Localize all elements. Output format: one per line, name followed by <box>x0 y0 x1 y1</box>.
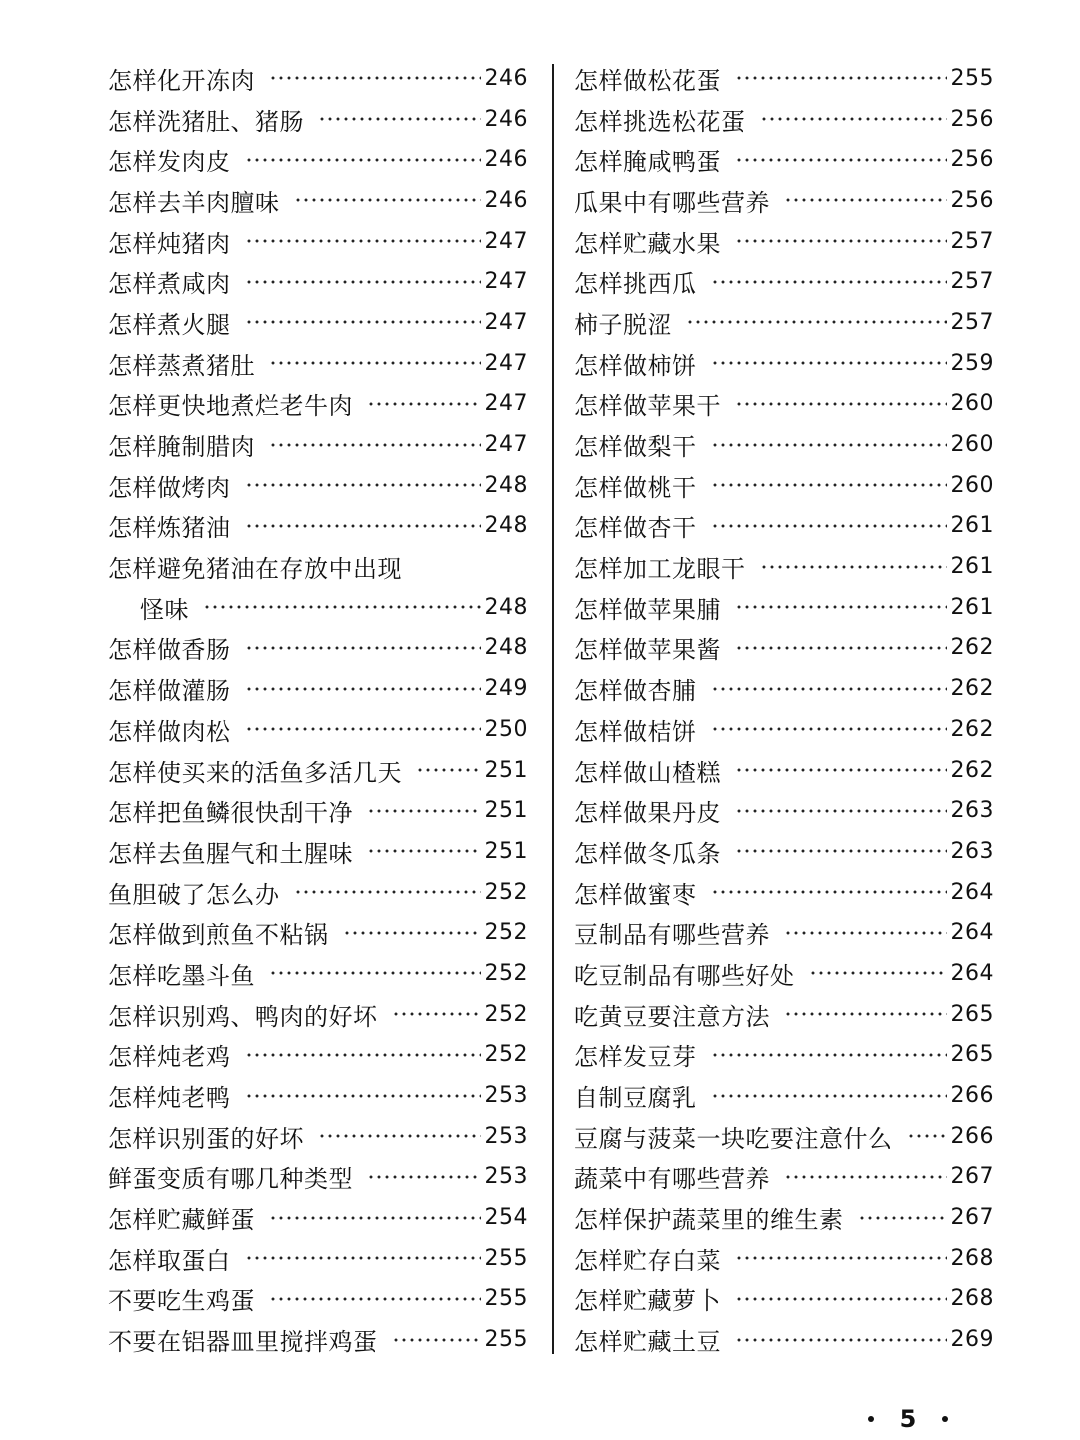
toc-entry-wrapped-line1 <box>108 546 528 587</box>
entry-page: 248 <box>484 472 528 498</box>
entry-title: 怎样发肉皮 <box>108 148 231 177</box>
entry-title: 怎样做桔饼 <box>574 717 697 746</box>
dot-leader <box>245 645 481 651</box>
dot-leader <box>343 930 481 936</box>
entry-page: 257 <box>950 228 994 254</box>
dot-leader <box>269 970 481 976</box>
entry-title: 怎样使买来的活鱼多活几天 <box>108 758 402 787</box>
dot-leader <box>367 808 481 814</box>
entry-page: 252 <box>484 1001 528 1027</box>
entry-title: 鲜蛋变质有哪几种类型 <box>108 1165 353 1194</box>
toc-entry <box>574 424 994 465</box>
entry-title: 怎样做灌肠 <box>108 677 231 706</box>
dot-leader <box>318 1133 481 1139</box>
entry-title: 怎样做到煎鱼不粘锅 <box>108 921 329 950</box>
toc-entry <box>108 668 528 709</box>
entry-page: 260 <box>950 472 994 498</box>
entry-page: 254 <box>484 1205 528 1231</box>
dot-leader <box>245 686 481 692</box>
toc-entry <box>108 831 528 872</box>
entry-title: 怎样做杏干 <box>574 514 697 543</box>
entry-title: 怎样煮火腿 <box>108 310 231 339</box>
entry-title: 怎样做果丹皮 <box>574 799 721 828</box>
entry-title: 怎样去羊肉膻味 <box>108 188 280 217</box>
entry-page: 247 <box>484 391 528 417</box>
entry-page: 252 <box>484 960 528 986</box>
dot-leader <box>907 1133 947 1139</box>
entry-title: 怎样炖老鸡 <box>108 1043 231 1072</box>
entry-title: 怎样做苹果酱 <box>574 636 721 665</box>
entry-page: 255 <box>484 1327 528 1353</box>
toc-entry <box>574 872 994 913</box>
entry-page: 256 <box>950 147 994 173</box>
toc-entry <box>108 628 528 669</box>
entry-title: 怎样腌咸鸭蛋 <box>574 148 721 177</box>
entry-page: 246 <box>484 147 528 173</box>
dot-leader <box>858 1215 947 1221</box>
toc-entry <box>108 750 528 791</box>
entry-page: 253 <box>484 1164 528 1190</box>
toc-entry <box>574 465 994 506</box>
dot-leader <box>784 1174 947 1180</box>
entry-title: 怎样做桃干 <box>574 473 697 502</box>
dot-leader <box>686 319 947 325</box>
dot-leader <box>711 360 947 366</box>
entry-page: 247 <box>484 432 528 458</box>
dot-leader <box>269 1215 481 1221</box>
entry-title: 怎样炼猪油 <box>108 514 231 543</box>
entry-page: 248 <box>484 635 528 661</box>
toc-entry <box>574 1157 994 1198</box>
toc-entry <box>108 1116 528 1157</box>
dot-leader <box>245 726 481 732</box>
entry-page: 247 <box>484 269 528 295</box>
entry-title: 怎样避免猪油在存放中出现 <box>108 555 402 584</box>
entry-page: 262 <box>950 757 994 783</box>
entry-page: 251 <box>484 798 528 824</box>
entry-page: 262 <box>950 716 994 742</box>
entry-page: 260 <box>950 391 994 417</box>
toc-entry <box>108 912 528 953</box>
dot-leader <box>416 767 481 773</box>
entry-page: 255 <box>950 65 994 91</box>
dot-leader <box>294 197 481 203</box>
toc-entry <box>574 99 994 140</box>
dot-leader <box>711 726 947 732</box>
entry-page: 257 <box>950 309 994 335</box>
toc-entry <box>574 1035 994 1076</box>
dot-leader <box>784 197 947 203</box>
entry-page: 251 <box>484 757 528 783</box>
dot-leader <box>735 808 947 814</box>
entry-title: 怎样识别鸡、鸭肉的好坏 <box>108 1002 378 1031</box>
toc-entry <box>574 1238 994 1279</box>
entry-page: 255 <box>484 1286 528 1312</box>
dot-leader <box>269 442 481 448</box>
toc-entry <box>574 1116 994 1157</box>
toc-entry <box>574 912 994 953</box>
entry-title: 怎样贮藏鲜蛋 <box>108 1206 255 1235</box>
dot-leader <box>269 1296 481 1302</box>
toc-entry <box>574 1197 994 1238</box>
dot-leader <box>735 604 947 610</box>
entry-page: 263 <box>950 838 994 864</box>
dot-leader <box>245 1052 481 1058</box>
toc-entry <box>108 343 528 384</box>
dot-leader <box>735 157 947 163</box>
entry-page: 266 <box>950 1083 994 1109</box>
dot-leader <box>392 1337 481 1343</box>
entry-title: 怎样做杏脯 <box>574 677 697 706</box>
toc-entry <box>108 1035 528 1076</box>
entry-title: 怎样贮藏土豆 <box>574 1328 721 1357</box>
entry-title: 不要在铝器皿里搅拌鸡蛋 <box>108 1328 378 1357</box>
toc-entry-wrapped-line2 <box>108 587 528 628</box>
entry-page: 247 <box>484 309 528 335</box>
toc-entry <box>574 343 994 384</box>
toc-entry <box>108 139 528 180</box>
toc-entry <box>574 506 994 547</box>
entry-title: 吃黄豆要注意方法 <box>574 1002 770 1031</box>
entry-title: 不要吃生鸡蛋 <box>108 1287 255 1316</box>
entry-page: 248 <box>484 594 528 620</box>
toc-entry <box>108 1279 528 1320</box>
entry-page: 264 <box>950 960 994 986</box>
toc-entry <box>574 994 994 1035</box>
entry-page: 269 <box>950 1327 994 1353</box>
entry-title: 怎样做肉松 <box>108 717 231 746</box>
entry-page: 255 <box>484 1245 528 1271</box>
toc-entry <box>108 1319 528 1360</box>
entry-title: 怎样煮咸肉 <box>108 270 231 299</box>
toc-entry <box>108 58 528 99</box>
toc-entry <box>574 709 994 750</box>
entry-title: 怎样挑西瓜 <box>574 270 697 299</box>
toc-entry <box>108 994 528 1035</box>
toc-entry <box>108 1075 528 1116</box>
entry-title: 怎样做冬瓜条 <box>574 839 721 868</box>
entry-title: 怎样加工龙眼干 <box>574 555 746 584</box>
toc-entry <box>108 1197 528 1238</box>
dot-leader <box>245 1255 481 1261</box>
entry-title: 怎样做蜜枣 <box>574 880 697 909</box>
dot-leader <box>269 75 481 81</box>
dot-leader <box>784 930 947 936</box>
dot-leader <box>245 238 481 244</box>
entry-page: 246 <box>484 187 528 213</box>
column-divider <box>552 64 554 1354</box>
dot-leader <box>809 970 947 976</box>
dot-leader <box>711 1093 947 1099</box>
entry-title: 怎样腌制腊肉 <box>108 433 255 462</box>
toc-entry <box>108 302 528 343</box>
entry-title: 怎样做烤肉 <box>108 473 231 502</box>
dot-leader <box>735 238 947 244</box>
entry-title: 怎样做柿饼 <box>574 351 697 380</box>
entry-page: 256 <box>950 187 994 213</box>
entry-title: 怎样吃墨斗鱼 <box>108 961 255 990</box>
dot-leader <box>367 1174 481 1180</box>
dot-leader <box>245 523 481 529</box>
toc-column-left <box>108 58 528 1360</box>
toc-entry <box>574 1319 994 1360</box>
dot-leader <box>711 686 947 692</box>
toc-entry <box>108 465 528 506</box>
dot-leader <box>735 645 947 651</box>
dot-leader <box>245 482 481 488</box>
entry-title: 怎样蒸煮猪肚 <box>108 351 255 380</box>
dot-leader <box>318 116 481 122</box>
entry-page: 256 <box>950 106 994 132</box>
toc-entry <box>574 180 994 221</box>
dot-leader <box>245 319 481 325</box>
toc-entry <box>574 750 994 791</box>
entry-title: 怎样化开冻肉 <box>108 66 255 95</box>
dot-leader <box>711 1052 947 1058</box>
dot-leader <box>760 116 947 122</box>
entry-title: 怎样洗猪肚、猪肠 <box>108 107 304 136</box>
entry-page: 261 <box>950 513 994 539</box>
toc-entry <box>574 1279 994 1320</box>
dot-leader <box>711 442 947 448</box>
entry-page: 247 <box>484 350 528 376</box>
toc-entry <box>108 1238 528 1279</box>
toc-entry <box>108 953 528 994</box>
entry-title-continued: 怪味 <box>140 595 189 624</box>
entry-title: 怎样取蛋白 <box>108 1246 231 1275</box>
dot-leader <box>711 889 947 895</box>
dot-leader <box>735 75 947 81</box>
toc-entry <box>574 1075 994 1116</box>
entry-page: 248 <box>484 513 528 539</box>
toc-entry <box>108 99 528 140</box>
entry-page: 262 <box>950 676 994 702</box>
toc-entry <box>108 261 528 302</box>
toc-entry <box>108 384 528 425</box>
toc-entry <box>108 180 528 221</box>
dot-leader <box>294 889 481 895</box>
entry-page: 261 <box>950 554 994 580</box>
entry-page: 249 <box>484 676 528 702</box>
bullet-dot <box>868 1416 874 1422</box>
dot-leader <box>735 401 947 407</box>
toc-entry <box>108 221 528 262</box>
toc-entry <box>574 58 994 99</box>
dot-leader <box>392 1011 481 1017</box>
dot-leader <box>735 1255 947 1261</box>
entry-title: 怎样更快地煮烂老牛肉 <box>108 392 353 421</box>
dot-leader <box>735 848 947 854</box>
page-number <box>868 1404 948 1434</box>
entry-page: 253 <box>484 1083 528 1109</box>
toc-entry <box>574 302 994 343</box>
entry-page: 264 <box>950 920 994 946</box>
entry-title: 豆制品有哪些营养 <box>574 921 770 950</box>
entry-page: 250 <box>484 716 528 742</box>
entry-title: 蔬菜中有哪些营养 <box>574 1165 770 1194</box>
toc-entry <box>574 628 994 669</box>
dot-leader <box>784 1011 947 1017</box>
bullet-dot <box>942 1416 948 1422</box>
entry-page: 264 <box>950 879 994 905</box>
entry-title: 怎样识别蛋的好坏 <box>108 1124 304 1153</box>
dot-leader <box>735 767 947 773</box>
dot-leader <box>245 279 481 285</box>
entry-title: 瓜果中有哪些营养 <box>574 188 770 217</box>
entry-title: 怎样保护蔬菜里的维生素 <box>574 1206 844 1235</box>
entry-page: 253 <box>484 1123 528 1149</box>
entry-title: 怎样贮存白菜 <box>574 1246 721 1275</box>
entry-page: 266 <box>950 1123 994 1149</box>
entry-page: 246 <box>484 106 528 132</box>
toc-entry <box>574 221 994 262</box>
toc-entry <box>108 1157 528 1198</box>
toc-column-right <box>574 58 994 1360</box>
entry-title: 怎样做香肠 <box>108 636 231 665</box>
entry-title: 怎样做松花蛋 <box>574 66 721 95</box>
entry-page: 260 <box>950 432 994 458</box>
entry-page: 267 <box>950 1164 994 1190</box>
entry-page: 252 <box>484 879 528 905</box>
entry-page: 262 <box>950 635 994 661</box>
toc-entry <box>574 953 994 994</box>
toc-entry <box>574 790 994 831</box>
toc-entry <box>574 831 994 872</box>
dot-leader <box>367 401 481 407</box>
entry-title: 怎样做梨干 <box>574 433 697 462</box>
entry-page: 252 <box>484 920 528 946</box>
toc-entry <box>574 587 994 628</box>
entry-title: 怎样做苹果干 <box>574 392 721 421</box>
toc-entry <box>108 790 528 831</box>
dot-leader <box>245 157 481 163</box>
entry-page: 259 <box>950 350 994 376</box>
entry-title: 柿子脱涩 <box>574 310 672 339</box>
dot-leader <box>367 848 481 854</box>
dot-leader <box>735 1337 947 1343</box>
entry-title: 自制豆腐乳 <box>574 1084 697 1113</box>
entry-title: 吃豆制品有哪些好处 <box>574 961 795 990</box>
toc-entry <box>108 872 528 913</box>
toc-entry <box>574 546 994 587</box>
toc-entry <box>574 384 994 425</box>
entry-title: 怎样发豆芽 <box>574 1043 697 1072</box>
entry-page: 257 <box>950 269 994 295</box>
entry-title: 怎样去鱼腥气和土腥味 <box>108 839 353 868</box>
toc-entry <box>108 506 528 547</box>
dot-leader <box>760 564 947 570</box>
dot-leader <box>735 1296 947 1302</box>
toc-entry <box>108 709 528 750</box>
dot-leader <box>711 523 947 529</box>
toc-entry <box>574 668 994 709</box>
entry-title: 怎样做山楂糕 <box>574 758 721 787</box>
entry-page: 265 <box>950 1042 994 1068</box>
entry-title: 怎样贮藏水果 <box>574 229 721 258</box>
entry-title: 怎样炖老鸭 <box>108 1084 231 1113</box>
entry-title: 鱼胆破了怎么办 <box>108 880 280 909</box>
dot-leader <box>245 1093 481 1099</box>
entry-title: 怎样炖猪肉 <box>108 229 231 258</box>
entry-page: 268 <box>950 1245 994 1271</box>
entry-page: 268 <box>950 1286 994 1312</box>
page-number-value: 5 <box>899 1405 917 1433</box>
entry-title: 怎样做苹果脯 <box>574 595 721 624</box>
toc-entry <box>574 139 994 180</box>
entry-page: 267 <box>950 1205 994 1231</box>
entry-page: 263 <box>950 798 994 824</box>
dot-leader <box>711 482 947 488</box>
entry-page: 265 <box>950 1001 994 1027</box>
entry-page: 247 <box>484 228 528 254</box>
entry-page: 251 <box>484 838 528 864</box>
entry-page: 252 <box>484 1042 528 1068</box>
toc-entry <box>574 261 994 302</box>
dot-leader <box>711 279 947 285</box>
entry-page: 261 <box>950 594 994 620</box>
entry-page: 246 <box>484 65 528 91</box>
entry-title: 豆腐与菠菜一块吃要注意什么 <box>574 1124 893 1153</box>
entry-title: 怎样挑选松花蛋 <box>574 107 746 136</box>
entry-title: 怎样贮藏萝卜 <box>574 1287 721 1316</box>
entry-title: 怎样把鱼鳞很快刮干净 <box>108 799 353 828</box>
dot-leader <box>269 360 481 366</box>
dot-leader <box>203 604 481 610</box>
toc-entry <box>108 424 528 465</box>
